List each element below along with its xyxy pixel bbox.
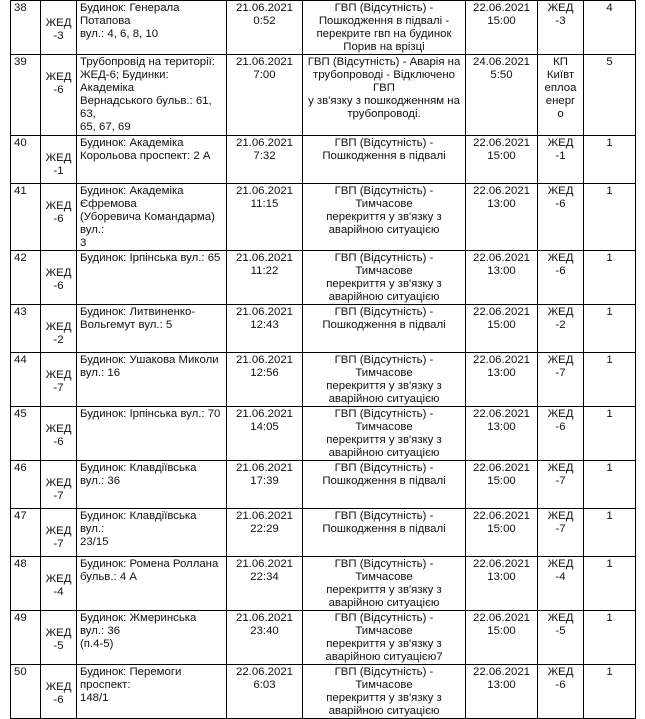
table-row <box>11 461 636 509</box>
start-time-cell: 21.06.2021 17:39 <box>227 461 303 509</box>
row-number: 49 <box>11 611 41 665</box>
start-time-cell: 21.06.2021 23:40 <box>227 611 303 665</box>
zhed-text: ЖЕД -7 <box>45 369 72 394</box>
start-time-cell: 21.06.2021 22:34 <box>227 557 303 611</box>
end-time-cell: 24.06.2021 5:50 <box>466 55 538 136</box>
responsible-org-cell: ЖЕД -7 <box>538 461 584 509</box>
count-cell: 1 <box>584 184 636 251</box>
problem-cell: ГВП (Відсутність) - Пошкодження в підвалі <box>303 305 466 353</box>
table-row <box>11 611 636 665</box>
zhed-label <box>41 611 77 665</box>
zhed-text: ЖЕД -6 <box>45 267 72 292</box>
table-row <box>11 557 636 611</box>
zhed-label <box>41 251 77 305</box>
zhed-text: ЖЕД -6 <box>45 423 72 448</box>
start-time-cell: 21.06.2021 22:29 <box>227 509 303 557</box>
table-row <box>11 509 636 557</box>
outage-table <box>10 0 636 719</box>
end-time-cell: 22.06.2021 15:00 <box>466 136 538 184</box>
count-cell: 1 <box>584 136 636 184</box>
address-cell: Будинок: Литвиненко- Вольгемут вул.: 5 <box>77 305 227 353</box>
zhed-label <box>41 184 77 251</box>
zhed-text: ЖЕД -3 <box>45 17 72 42</box>
start-time-cell: 21.06.2021 7:00 <box>227 55 303 136</box>
address-cell: Будинок: Ушакова Миколи вул.: 16 <box>77 353 227 407</box>
problem-cell: ГВП (Відсутність) - Пошкодження в підвалі <box>303 461 466 509</box>
start-time-cell: 21.06.2021 12:43 <box>227 305 303 353</box>
responsible-org-cell: КП Київт еплоа енерг о <box>538 55 584 136</box>
problem-cell: ГВП (Відсутність) - Тимчасове перекриття у зв'язку з аварійною ситуацією <box>303 557 466 611</box>
table-row <box>11 55 636 136</box>
row-number: 48 <box>11 557 41 611</box>
table-row <box>11 305 636 353</box>
zhed-label <box>41 353 77 407</box>
count-cell: 1 <box>584 461 636 509</box>
count-cell: 4 <box>584 1 636 55</box>
end-time-cell: 22.06.2021 13:00 <box>466 665 538 719</box>
table-row <box>11 184 636 251</box>
row-number: 40 <box>11 136 41 184</box>
row-number: 47 <box>11 509 41 557</box>
start-time-cell: 21.06.2021 12:56 <box>227 353 303 407</box>
zhed-label <box>41 461 77 509</box>
zhed-label <box>41 509 77 557</box>
problem-cell: ГВП (Відсутність) - Пошкодження в підвалі <box>303 136 466 184</box>
address-cell: Трубопровід на території: ЖЕД-6; Будинки: Академіка Вернадського бульв.: 61, 63, 65, 67, 69 <box>77 55 227 136</box>
zhed-text: ЖЕД -5 <box>45 627 72 652</box>
table-row <box>11 353 636 407</box>
responsible-org-cell: ЖЕД -1 <box>538 136 584 184</box>
address-cell: Будинок: Клавдіївська вул.: 23/15 <box>77 509 227 557</box>
zhed-label <box>41 55 77 136</box>
zhed-text: ЖЕД -1 <box>45 152 72 177</box>
table-row <box>11 136 636 184</box>
responsible-org-cell: ЖЕД -5 <box>538 611 584 665</box>
problem-cell: ГВП (Відсутність) - Аварія на трубопроводі - Відключено ГВП у зв'язку з пошкодженням на трубопроводі. <box>303 55 466 136</box>
zhed-text: ЖЕД -4 <box>45 573 72 598</box>
zhed-label <box>41 407 77 461</box>
row-number: 46 <box>11 461 41 509</box>
count-cell: 1 <box>584 251 636 305</box>
row-number: 41 <box>11 184 41 251</box>
count-cell: 1 <box>584 353 636 407</box>
table-body <box>11 1 636 719</box>
row-number: 45 <box>11 407 41 461</box>
zhed-label <box>41 557 77 611</box>
table-row <box>11 1 636 55</box>
count-cell: 1 <box>584 407 636 461</box>
address-cell: Будинок: Ірпінська вул.: 65 <box>77 251 227 305</box>
problem-cell: ГВП (Відсутність) - Тимчасове перекриття у зв'язку з аварійною ситуацією <box>303 184 466 251</box>
problem-cell: ГВП (Відсутність) - Тимчасове перекриття у зв'язку з аварійною ситуацією <box>303 251 466 305</box>
count-cell: 1 <box>584 557 636 611</box>
row-number: 39 <box>11 55 41 136</box>
row-number: 42 <box>11 251 41 305</box>
end-time-cell: 22.06.2021 15:00 <box>466 305 538 353</box>
responsible-org-cell: ЖЕД -6 <box>538 184 584 251</box>
address-cell: Будинок: Генерала Потапова вул.: 4, 6, 8, 10 <box>77 1 227 55</box>
start-time-cell: 21.06.2021 7:32 <box>227 136 303 184</box>
table-row <box>11 407 636 461</box>
start-time-cell: 21.06.2021 14:05 <box>227 407 303 461</box>
end-time-cell: 22.06.2021 13:00 <box>466 251 538 305</box>
end-time-cell: 22.06.2021 13:00 <box>466 407 538 461</box>
start-time-cell: 21.06.2021 0:52 <box>227 1 303 55</box>
address-cell: Будинок: Академіка Корольова проспект: 2 А <box>77 136 227 184</box>
address-cell: Будинок: Жмеринська вул.: 36 (п.4-5) <box>77 611 227 665</box>
responsible-org-cell: ЖЕД -6 <box>538 665 584 719</box>
table-row <box>11 251 636 305</box>
zhed-text: ЖЕД -7 <box>45 477 72 502</box>
address-cell: Будинок: Академіка Єфремова (Уборевича Командарма) вул.: 3 <box>77 184 227 251</box>
end-time-cell: 22.06.2021 13:00 <box>466 353 538 407</box>
end-time-cell: 22.06.2021 15:00 <box>466 461 538 509</box>
zhed-label <box>41 136 77 184</box>
address-cell: Будинок: Клавдіївська вул.: 36 <box>77 461 227 509</box>
problem-cell: ГВП (Відсутність) - Тимчасове перекриття у зв'язку з аварійною ситуацією <box>303 407 466 461</box>
zhed-label <box>41 305 77 353</box>
address-cell: Будинок: Перемоги проспект: 148/1 <box>77 665 227 719</box>
zhed-text: ЖЕД -6 <box>45 681 72 706</box>
responsible-org-cell: ЖЕД -6 <box>538 251 584 305</box>
start-time-cell: 22.06.2021 6:03 <box>227 665 303 719</box>
end-time-cell: 22.06.2021 15:00 <box>466 509 538 557</box>
start-time-cell: 21.06.2021 11:22 <box>227 251 303 305</box>
responsible-org-cell: ЖЕД -6 <box>538 407 584 461</box>
end-time-cell: 22.06.2021 13:00 <box>466 184 538 251</box>
count-cell: 1 <box>584 665 636 719</box>
zhed-text: ЖЕД -6 <box>45 71 72 96</box>
row-number: 43 <box>11 305 41 353</box>
responsible-org-cell: ЖЕД -3 <box>538 1 584 55</box>
zhed-label <box>41 1 77 55</box>
problem-cell: ГВП (Відсутність) - Тимчасове перекриття у зв'язку з аварійною ситуацією <box>303 353 466 407</box>
address-cell: Будинок: Ірпінська вул.: 70 <box>77 407 227 461</box>
responsible-org-cell: ЖЕД -7 <box>538 353 584 407</box>
address-cell: Будинок: Ромена Роллана бульв.: 4 А <box>77 557 227 611</box>
row-number: 44 <box>11 353 41 407</box>
count-cell: 1 <box>584 509 636 557</box>
row-number: 38 <box>11 1 41 55</box>
count-cell: 5 <box>584 55 636 136</box>
zhed-text: ЖЕД -6 <box>45 200 72 225</box>
end-time-cell: 22.06.2021 15:00 <box>466 611 538 665</box>
count-cell: 1 <box>584 305 636 353</box>
problem-cell: ГВП (Відсутність) - Пошкодження в підвалі - перекрите гвп на будинок Порив на врізці <box>303 1 466 55</box>
zhed-label <box>41 665 77 719</box>
start-time-cell: 21.06.2021 11:15 <box>227 184 303 251</box>
responsible-org-cell: ЖЕД -7 <box>538 509 584 557</box>
end-time-cell: 22.06.2021 13:00 <box>466 557 538 611</box>
responsible-org-cell: ЖЕД -2 <box>538 305 584 353</box>
zhed-text: ЖЕД -2 <box>45 321 72 346</box>
responsible-org-cell: ЖЕД -4 <box>538 557 584 611</box>
problem-cell: ГВП (Відсутність) - Пошкодження в підвалі <box>303 509 466 557</box>
row-number: 50 <box>11 665 41 719</box>
end-time-cell: 22.06.2021 15:00 <box>466 1 538 55</box>
table-row <box>11 665 636 719</box>
zhed-text: ЖЕД -7 <box>45 525 72 550</box>
problem-cell: ГВП (Відсутність) - Тимчасове перекриття у зв'язку з аварійною ситуацією <box>303 665 466 719</box>
problem-cell: ГВП (Відсутність) - Тимчасове перекриття у зв'язку з аварійною ситуацією7 <box>303 611 466 665</box>
count-cell: 1 <box>584 611 636 665</box>
